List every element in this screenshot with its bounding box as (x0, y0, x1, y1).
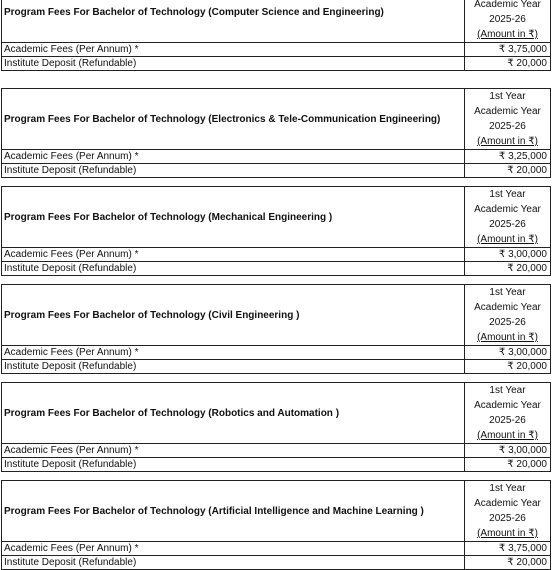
table-row (2, 346, 551, 360)
fee-label: Academic Fees (Per Annum) * (2, 346, 465, 360)
header-academic-year: Academic Year (474, 498, 541, 509)
fee-label: Institute Deposit (Refundable) (2, 57, 465, 71)
header-amount-unit: (Amount in ₹) (477, 29, 538, 40)
fee-amount: ₹ 3,75,000 (465, 43, 551, 57)
fee-column-header (465, 481, 551, 542)
header-session: 2025-26 (489, 121, 526, 132)
header-session: 2025-26 (489, 14, 526, 25)
table-row (2, 444, 551, 458)
table-row (2, 164, 551, 178)
fee-label: Academic Fees (Per Annum) * (2, 248, 465, 262)
fee-column-header (465, 89, 551, 150)
fee-label: Institute Deposit (Refundable) (2, 262, 465, 276)
fee-table-mechanical (1, 186, 551, 276)
header-amount-unit: (Amount in ₹) (477, 136, 538, 147)
fee-label: Academic Fees (Per Annum) * (2, 542, 465, 556)
header-session: 2025-26 (489, 317, 526, 328)
fee-amount: ₹ 20,000 (465, 360, 551, 374)
fee-label: Institute Deposit (Refundable) (2, 164, 465, 178)
fee-table-header-row (2, 383, 551, 444)
fee-label: Institute Deposit (Refundable) (2, 458, 465, 472)
table-row (2, 542, 551, 556)
fee-label: Institute Deposit (Refundable) (2, 556, 465, 570)
fee-table-header-row (2, 187, 551, 248)
fee-amount: ₹ 3,75,000 (465, 542, 551, 556)
header-amount-unit: (Amount in ₹) (477, 528, 538, 539)
header-amount-unit: (Amount in ₹) (477, 430, 538, 441)
program-title: Program Fees For Bachelor of Technology (Robotics and Automation ) (2, 383, 465, 444)
table-row (2, 150, 551, 164)
fee-table-robotics (1, 382, 551, 472)
fee-table-civil (1, 284, 551, 374)
fee-label: Academic Fees (Per Annum) * (2, 444, 465, 458)
program-title: Program Fees For Bachelor of Technology (Computer Science and Engineering) (2, 0, 465, 43)
table-row (2, 262, 551, 276)
table-row (2, 43, 551, 57)
header-year: 1st Year (489, 189, 526, 200)
fee-label: Academic Fees (Per Annum) * (2, 43, 465, 57)
fee-amount: ₹ 3,25,000 (465, 150, 551, 164)
header-academic-year: Academic Year (474, 204, 541, 215)
header-amount-unit: (Amount in ₹) (477, 332, 538, 343)
fee-amount: ₹ 20,000 (465, 57, 551, 71)
header-year: 1st Year (489, 287, 526, 298)
fee-table-header-row (2, 481, 551, 542)
fee-label: Institute Deposit (Refundable) (2, 360, 465, 374)
header-academic-year: Academic Year (474, 400, 541, 411)
header-year: 1st Year (489, 483, 526, 494)
table-row (2, 248, 551, 262)
table-row (2, 360, 551, 374)
fee-table-header-row (2, 89, 551, 150)
fee-table-header-row (2, 0, 551, 43)
table-row (2, 458, 551, 472)
fee-column-header (465, 383, 551, 444)
fee-label: Academic Fees (Per Annum) * (2, 150, 465, 164)
header-year: 1st Year (489, 385, 526, 396)
header-amount-unit: (Amount in ₹) (477, 234, 538, 245)
fee-column-header (465, 0, 551, 43)
fee-table-cse (1, 0, 551, 71)
header-year: 1st Year (489, 91, 526, 102)
fee-table-aiml (1, 480, 551, 570)
fee-amount: ₹ 3,00,000 (465, 248, 551, 262)
header-session: 2025-26 (489, 513, 526, 524)
table-row (2, 556, 551, 570)
program-title: Program Fees For Bachelor of Technology (Mechanical Engineering ) (2, 187, 465, 248)
header-session: 2025-26 (489, 415, 526, 426)
program-title: Program Fees For Bachelor of Technology (Artificial Intelligence and Machine Learning ) (2, 481, 465, 542)
header-academic-year: Academic Year (474, 106, 541, 117)
header-session: 2025-26 (489, 219, 526, 230)
table-row (2, 57, 551, 71)
program-title: Program Fees For Bachelor of Technology (Electronics & Tele-Communication Engineering) (2, 89, 465, 150)
fee-amount: ₹ 3,00,000 (465, 346, 551, 360)
fee-amount: ₹ 20,000 (465, 556, 551, 570)
fee-amount: ₹ 20,000 (465, 164, 551, 178)
fee-amount: ₹ 20,000 (465, 458, 551, 472)
fee-table-header-row (2, 285, 551, 346)
program-title: Program Fees For Bachelor of Technology (Civil Engineering ) (2, 285, 465, 346)
fee-amount: ₹ 3,00,000 (465, 444, 551, 458)
fee-table-entc (1, 88, 551, 178)
header-academic-year: Academic Year (474, 302, 541, 313)
fee-column-header (465, 285, 551, 346)
fee-amount: ₹ 20,000 (465, 262, 551, 276)
fee-column-header (465, 187, 551, 248)
header-academic-year: Academic Year (474, 0, 541, 10)
